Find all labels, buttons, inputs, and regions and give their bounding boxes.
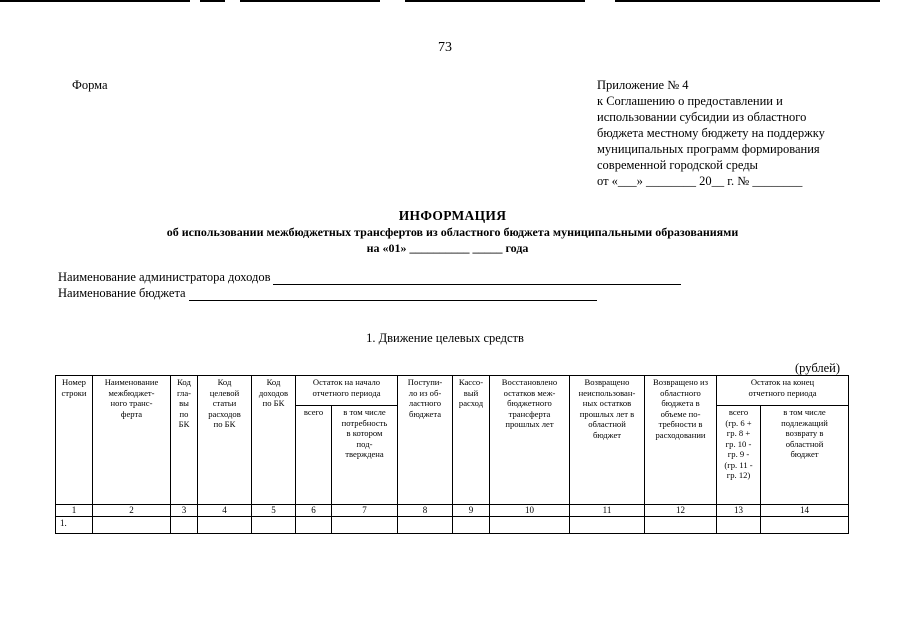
form-label: Форма (72, 78, 108, 92)
table-cell[interactable] (570, 517, 645, 534)
header-restored: Восстановлено остатков меж- бюджетного трансферта прошлых лет (490, 376, 570, 505)
column-number: 14 (761, 505, 849, 517)
header-begin-confirmed: в том числе потребность в котором под- тверждена (332, 406, 398, 505)
table-row (56, 517, 849, 534)
admin-field-line[interactable] (273, 272, 681, 285)
header-end-balance: Остаток на конец отчетного периода (717, 376, 849, 406)
header-cash-expense: Кассо- вый расход (453, 376, 490, 505)
report-date-line: на «01» __________ _____ года (366, 241, 529, 255)
table-cell[interactable] (453, 517, 490, 534)
header-transfer-name: Наименование межбюджет- ного транс- ферта (93, 376, 171, 505)
appendix-line: муниципальных программ формирования (597, 142, 820, 156)
units-label: (рублей) (795, 361, 841, 375)
appendix-line: современной городской среды (597, 158, 758, 172)
table-cell[interactable] (645, 517, 717, 534)
header-returned-need: Возвращено из областного бюджета в объеме по- требности в расходовании (645, 376, 717, 505)
appendix-line: от «___» ________ 20__ г. № ________ (597, 174, 803, 188)
header-returned-unused: Возвращено неиспользован- ных остатков прошлых лет в областной бюджет (570, 376, 645, 505)
row-number-cell: 1. (56, 517, 93, 534)
column-number: 6 (296, 505, 332, 517)
header-received: Поступи- ло из об- ластного бюджета (398, 376, 453, 505)
header-target-code: Код целевой статьи расходов по БК (198, 376, 252, 505)
table-cell[interactable] (198, 517, 252, 534)
header-row-number: Номер строки (56, 376, 93, 505)
table-cell[interactable] (252, 517, 296, 534)
table-cell[interactable] (490, 517, 570, 534)
page-number: 73 (438, 40, 452, 55)
table-cell[interactable] (332, 517, 398, 534)
section-title: 1. Движение целевых средств (366, 331, 524, 345)
top-edge-lines (0, 0, 905, 3)
budget-field (58, 286, 597, 301)
admin-field-label: Наименование администратора доходов (58, 270, 271, 284)
table-cell[interactable] (171, 517, 198, 534)
table-cell[interactable] (398, 517, 453, 534)
header-begin-balance: Остаток на начало отчетного периода (296, 376, 398, 406)
table-cell[interactable] (93, 517, 171, 534)
column-number-row (56, 505, 849, 517)
appendix-line: к Соглашению о предоставлении и (597, 94, 783, 108)
column-number: 4 (198, 505, 252, 517)
column-number: 7 (332, 505, 398, 517)
table-cell[interactable] (761, 517, 849, 534)
appendix-line: бюджета местному бюджету на поддержку (597, 126, 825, 140)
transfers-table (55, 375, 849, 534)
admin-field (58, 270, 681, 285)
header-end-total: всего (гр. 6 + гр. 8 + гр. 10 - гр. 9 - (гр. 11 - гр. 12) (717, 406, 761, 505)
document-title: ИНФОРМАЦИЯ (398, 208, 507, 223)
column-number: 11 (570, 505, 645, 517)
budget-field-label: Наименование бюджета (58, 286, 186, 300)
column-number: 13 (717, 505, 761, 517)
column-number: 1 (56, 505, 93, 517)
column-number: 12 (645, 505, 717, 517)
table-header-row (56, 376, 849, 406)
column-number: 2 (93, 505, 171, 517)
header-begin-total: всего (296, 406, 332, 505)
header-end-return: в том числе подлежащий возврату в областной бюджет (761, 406, 849, 505)
table-cell[interactable] (296, 517, 332, 534)
column-number: 5 (252, 505, 296, 517)
appendix-line: использовании субсидии из областного (597, 110, 807, 124)
document-subtitle: об использовании межбюджетных трансфертов из областного бюджета муниципальными образованиями (166, 225, 739, 239)
column-number: 9 (453, 505, 490, 517)
budget-field-line[interactable] (189, 288, 597, 301)
column-number: 3 (171, 505, 198, 517)
appendix-line: Приложение № 4 (597, 78, 689, 92)
table-cell[interactable] (717, 517, 761, 534)
appendix-block (597, 77, 857, 189)
column-number: 8 (398, 505, 453, 517)
header-income-code: Код доходов по БК (252, 376, 296, 505)
header-head-code: Код гла- вы по БК (171, 376, 198, 505)
column-number: 10 (490, 505, 570, 517)
